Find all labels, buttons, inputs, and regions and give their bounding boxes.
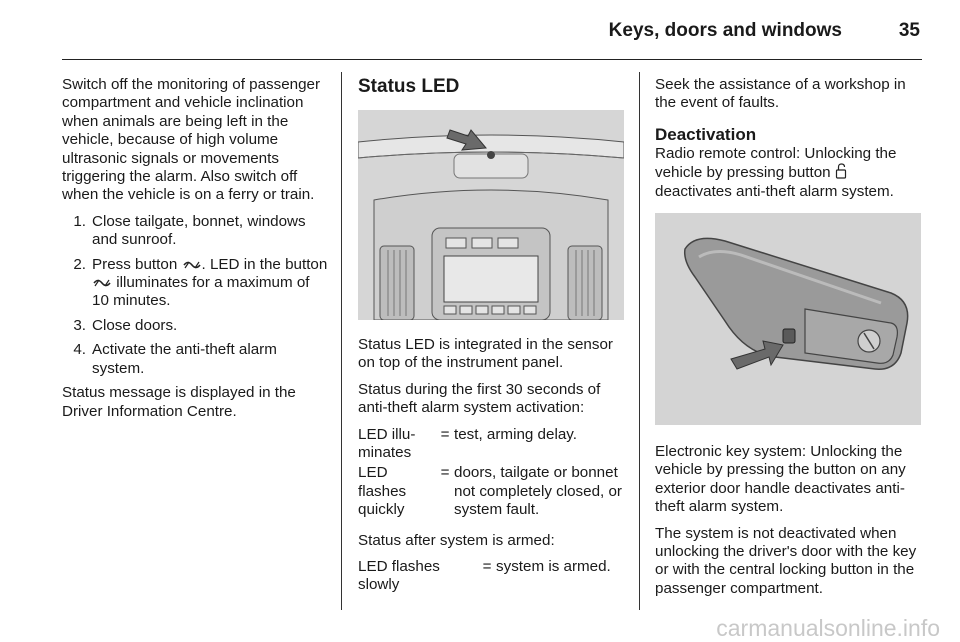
list-item: 3. Close doors.: [73, 316, 178, 334]
status-table-armed: [358, 558, 626, 597]
column-divider-2: [639, 72, 640, 610]
first-30-seconds-text: Status during the first 30 seconds of anti-theft alarm system activation:: [358, 380, 601, 417]
armed-status-text: Status after system is armed:: [358, 531, 555, 549]
chapter-title: Keys, doors and windows: [608, 20, 842, 41]
column-divider-1: [341, 72, 342, 610]
list-item: 1. Close tailgate, bonnet, windows and sunroof.: [73, 212, 306, 249]
led-caption: Status LED is integrated in the sensor on top of the instrument panel.: [358, 336, 613, 372]
outro-paragraph: Status message is displayed in the Driver Information Centre.: [62, 384, 296, 420]
remote-control-text: Radio remote control: Unlocking the vehicle by pressing button deactivates anti-theft alarm system.: [655, 144, 897, 200]
motion-sensor-icon: [92, 277, 112, 289]
page-number: 35: [898, 20, 920, 41]
table-row: LED illu-minates = test, arming delay.: [358, 425, 577, 462]
watermark: carmanualsonline.info: [716, 615, 940, 641]
header-rule: [62, 59, 922, 60]
door-handle-illustration: [655, 213, 921, 425]
column-1: [62, 76, 330, 429]
not-deactivated-text: The system is not deactivated when unlocking the driver's door with the key or with the central locking button in the passenger compartment.: [655, 524, 917, 597]
workshop-text: Seek the assistance of a workshop in the event of faults.: [655, 76, 906, 112]
electronic-key-text: Electronic key system: Unlocking the vehicle by pressing the button on any exterior door handle deactivates anti-theft alarm system.: [655, 443, 906, 516]
deactivation-heading: Deactivation: [655, 124, 757, 144]
motion-sensor-icon: [182, 259, 202, 271]
dashboard-illustration: [358, 110, 624, 320]
list-item: 4. Activate the anti-theft alarm system.: [73, 341, 277, 377]
intro-paragraph: Switch off the monitoring of passenger compartment and vehicle inclination when animals are being left in the vehicle, because of high volume ultrasonic signals or movements triggering the alarm. Also switch off when the vehicle is on a ferry or train.: [62, 76, 321, 204]
page-header: [0, 0, 960, 60]
status-table-activation: [358, 426, 626, 522]
table-row: LED flashes quickly = doors, tailgate or bonnet not completely closed, or system fault.: [358, 464, 622, 519]
steps-list: [62, 213, 330, 378]
dashboard-drawing: [358, 110, 624, 320]
section-heading: Status LED: [358, 76, 460, 97]
unlock-icon: [835, 163, 847, 179]
door-handle-drawing: [655, 213, 921, 425]
column-2: [358, 76, 626, 607]
table-row: LED flashes slowly = system is armed.: [358, 558, 611, 594]
list-item: 2. Press button . LED in the button illuminates for a maximum of 10 minutes.: [73, 255, 328, 310]
column-3: [655, 76, 923, 606]
